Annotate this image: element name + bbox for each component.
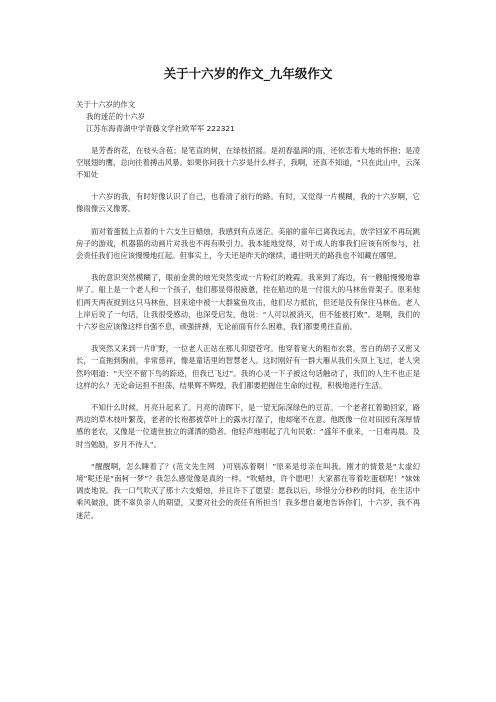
page-title: 关于十六岁的作文_九年级作文 (163, 66, 333, 81)
author-line: 江苏东海青湖中学青藤文学社欧军军 222321 (86, 124, 235, 134)
paragraph: 我的意识突然模糊了，眼前金黄的烛光突然变成一片粉红的晚霞。我来到了海边，有一艘船慢慢地靠岸了。船上是一个老人和一个孩子，他们都显得很疲惫，挂在船边的是一付很大的马林鱼骨架子。原来他们两天两夜捉到这只马林鱼，回来途中被一大群鲨鱼攻击，他们尽力抵抗，但还是没有保住马林鱼。老人上岸后说了一句话，让我很受感动，也深受启发，他说：“人可以被消灭，但不能被打败”。是啊，我们的十六岁也应该像这样自强不息，顽强拼搏，无论前面有什么困难，我们都要勇往直前。 (76, 273, 420, 332)
paragraph: 十六岁的我，有时好像认识了自己，也看清了前行的路。有时，又觉得一片模糊，我的十六岁啊，它像雨像云又像雾。 (76, 192, 420, 214)
article-topic: 关于十六岁的作文 (76, 100, 136, 109)
article-subtitle: 我的迷茫的十六岁 (86, 112, 146, 122)
paragraph: 我突然又来到一片旷野，一位老人正站在那儿仰望苍穹。他穿着宽大的粗布衣裳，雪白的胡子又密又长，一直拖到胸前，非常慈祥，像是童话里的智慧老人。这时刚好有一群大雁从我们头顶上飞过，老人突然吟唱道：“天空不留下鸟的踪迹，但我已飞过”。我的心灵一下子被这句话触动了，我们的人生不也正是这样的么？无论命运担不担荡，结果辉不辉煌，我们都要把握住生命的过程，积极地进行生活。 (76, 344, 420, 390)
paragraph: 是芳香的花，在枝头含苞；是笔直的树，在绿枝招摇。是初春温润的雨，还依恋着大地的怀抱；是凌空展翅的鹰，总向往着搏击风暴。如果你问我十六岁是什么样子，我啊，还真不知道，“只在此山中，云深不知处 (76, 145, 420, 180)
paragraph: 面对着蛋糕上点着的十六支生日蜡烛，我感到有点迷茫。美丽的童年已离我远去，放学回家不再玩跳房子的游戏，机器猫的动画片对我也不再有吸引力。我本能地觉得，对于成人的事我们应该有所参与，社会责任我们也应该慢慢地扛起。但事实上，今天还是昨天的继续，通往明天的路我也不知藏在哪里。 (76, 226, 420, 261)
paragraph: 不知什么时候，月亮升起来了。月亮的清晖下，是一望无际深绿色的豆苗。一个老者扛着锄回家，路两边的草木枝叶繁茂，老者的长袍都被草叶上的露水打湿了，他却毫不在意。他既像一位对田园有深厚情感的老农，又像是一位遗世独立的潇洒的隐者。他轻声地唱起了几句民歌：“盛年不重来，一日难再晨。及时当勉励，岁月不待人”。 (76, 403, 420, 449)
article-body (76, 145, 420, 522)
article-header (76, 99, 420, 136)
paragraph: “醒醒啊，怎么睡着了？(范文先生网 )可别冻着啊！”原来是母亲在叫我。刚才的情景是“太虚幻境”呢还是“南柯一梦”？我怎么感觉像是真的一样。“吹蜡烛，许个愿吧！大家都在等着吃蛋糕呢！”妹妹调皮地说。我一口气吹灭了那十六支蜡烛，并且许下了愿望：愿我以后，珍惜分分秒秒的时间，在生活中乘风破浪，既不辜负亲人的期望，又要对社会的责任有所担当！我多想自豪地告诉你们，十六岁，我不再迷茫。 (76, 461, 420, 520)
